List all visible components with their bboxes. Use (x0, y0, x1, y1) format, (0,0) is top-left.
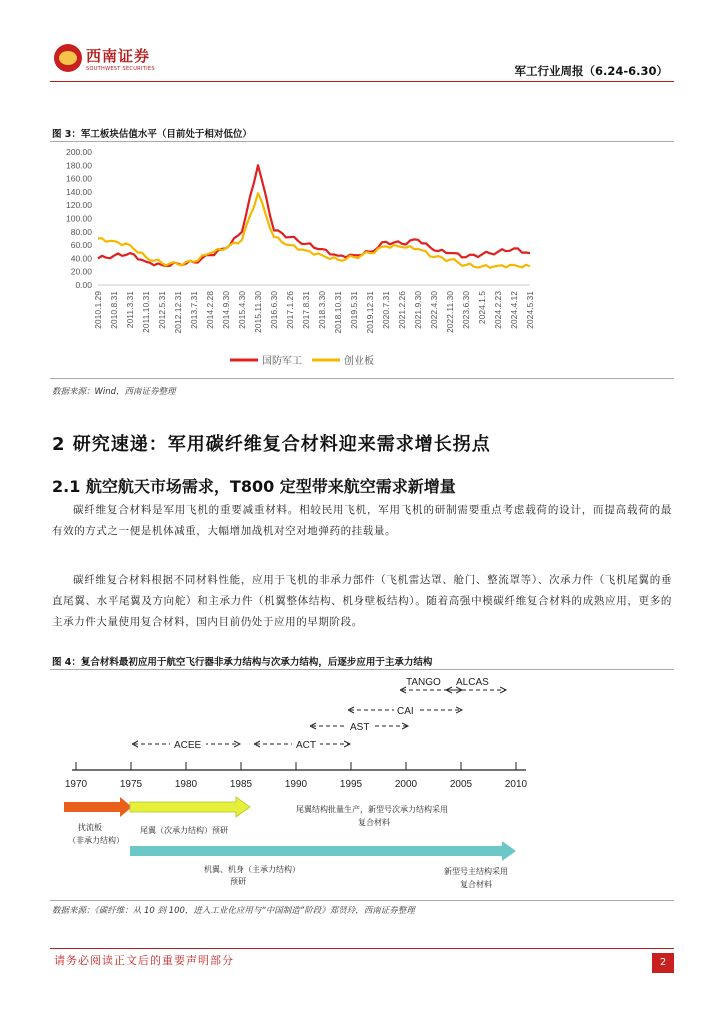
y-tick-label: 40.00 (70, 253, 92, 264)
x-tick-label: 2017.1.26 (285, 291, 295, 329)
x-tick-label: 2021.9.30 (413, 291, 423, 329)
x-tick-label: 2010.8.31 (109, 291, 119, 329)
program-ranges (134, 690, 506, 744)
y-tick-label: 20.00 (70, 266, 92, 277)
x-tick-label: 2017.8.31 (301, 291, 311, 329)
x-tick-label: 2022.4.30 (429, 291, 439, 329)
x-tick-label: 2024.4.12 (509, 291, 519, 329)
x-tick-label: 2018.10.31 (333, 291, 343, 334)
y-tick-label: 120.00 (66, 200, 92, 211)
program-tango: TANGO (406, 677, 441, 688)
x-tick-label: 2016.6.30 (269, 291, 279, 329)
phase3-bar (130, 841, 516, 861)
x-tick-label: 2024.2.23 (493, 291, 503, 329)
program-ast: AST (350, 722, 370, 733)
chart-legend (230, 354, 374, 367)
y-tick-label: 160.00 (66, 173, 92, 184)
year-label: 2005 (449, 779, 473, 790)
figure3-source: 数据来源：Wind，西南证券整理 (52, 387, 176, 397)
year-label: 1990 (284, 779, 308, 790)
logo-subtext: SOUTHWEST SECURITIES (86, 66, 155, 72)
paragraph-2: 碳纤维复合材料根据不同材料性能，应用于飞机的非承力部件（飞机雷达罩、舱门、整流罩等）、次承力件（飞机尾翼的垂直尾翼、水平尾翼及方向舵）和主承力件（机翼整体结构、机身壁板结构）。随着高强中模碳纤维复合材料的成熟应用，更多的主承力件大量使用复合材料，国内目前仍处于应用的早期阶段。 (52, 574, 672, 628)
year-label: 1970 (64, 779, 88, 790)
figure3-caption: 图 3：军工板块估值水平（目前处于相对低位） (52, 129, 252, 140)
x-tick-label: 2024.1.5 (477, 291, 487, 325)
y-tick-label: 100.00 (66, 213, 92, 224)
company-logo-icon (54, 44, 82, 72)
figure4-bottom-rule (50, 900, 674, 901)
valuation-line-chart (50, 142, 674, 378)
report-title: 军工行业周报（6.24-6.30） (514, 64, 668, 78)
program-acee: ACEE (174, 740, 202, 751)
x-tick-label: 2022.11.30 (445, 291, 455, 333)
year-label: 2010 (504, 779, 528, 790)
phase2-bar (130, 797, 250, 817)
y-tick-label: 140.00 (66, 186, 92, 197)
y-tick-label: 200.00 (66, 147, 92, 157)
phase1-sublabel: （非承力结构） (68, 836, 124, 845)
year-label: 1975 (119, 779, 143, 790)
page-number: 2 (652, 953, 674, 973)
phase3-label: 机翼、机身（主承力结构） (204, 865, 300, 874)
x-tick-label: 2013.7.31 (189, 291, 199, 329)
x-tick-label: 2014.9.30 (221, 291, 231, 329)
phase3-sublabel: 预研 (230, 877, 246, 886)
phase1-label: 扰流板 (78, 823, 102, 832)
year-label: 1980 (174, 779, 198, 790)
series-line-0 (98, 165, 530, 266)
tail-production-note: 尾翼结构批量生产，新型号次承力结构采用 (296, 805, 448, 814)
section-heading: 2 研究速递：军用碳纤维复合材料迎来需求增长拐点 (52, 434, 491, 455)
chart-series (98, 165, 530, 267)
x-tick-label: 2019.12.31 (365, 291, 375, 334)
x-tick-label: 2011.3.31 (125, 291, 135, 329)
y-tick-label: 60.00 (70, 240, 92, 251)
x-tick-label: 2015.11.30 (253, 291, 263, 333)
figure4-caption: 图 4：复合材料最初应用于航空飞行器非承力结构与次承力结构，后逐步应用于主承力结构 (52, 657, 433, 668)
y-tick-label: 80.00 (70, 226, 92, 237)
x-tick-label: 2024.5.31 (525, 291, 535, 329)
x-tick-label: 2010.1.29 (93, 291, 103, 329)
phase2-label: 尾翼（次承力结构）预研 (140, 826, 228, 835)
composite-timeline-diagram (50, 670, 674, 900)
x-tick-label: 2014.2.28 (205, 291, 215, 329)
program-alcas: ALCAS (456, 677, 489, 688)
footer-divider (50, 948, 674, 949)
tail-production-note-2: 复合材料 (358, 818, 390, 827)
figure4-source: 数据来源：《碳纤维：从 10 到 100，进入工业化应用与“中国制造”阶段》郑贤玲，西南证券整理 (52, 906, 415, 916)
main-structure-note: 新型号主结构采用 (444, 867, 508, 876)
disclaimer-note: 请务必阅读正文后的重要声明部分 (54, 954, 234, 967)
y-axis (66, 147, 92, 290)
logo-text: 西南证券 (86, 47, 151, 65)
x-tick-label: 2018.3.30 (317, 291, 327, 329)
x-tick-label: 2021.2.26 (397, 291, 407, 329)
header-divider (50, 81, 674, 82)
x-tick-label: 2012.5.31 (157, 291, 167, 329)
x-tick-label: 2023.6.30 (461, 291, 471, 329)
legend-label-chinext: 创业板 (344, 356, 374, 367)
phase1-bar (64, 797, 132, 817)
x-axis (93, 285, 535, 334)
x-tick-label: 2019.5.31 (349, 291, 359, 329)
subsection-heading: 2.1 航空航天市场需求，T800 定型带来航空需求新增量 (52, 477, 456, 496)
x-tick-label: 2012.12.31 (173, 291, 183, 334)
year-label: 1995 (339, 779, 363, 790)
year-label: 1985 (229, 779, 253, 790)
year-label: 2000 (394, 779, 418, 790)
paragraph-1: 碳纤维复合材料是军用飞机的重要减重材料。相较民用飞机，军用飞机的研制需要重点考虑载荷的设计，而提高载荷的最有效的方式之一便是机体减重，大幅增加战机对空对地弹药的挂载量。 (52, 504, 672, 537)
program-act: ACT (296, 740, 316, 751)
y-tick-label: 180.00 (66, 160, 92, 171)
y-tick-label: 0.00 (75, 280, 92, 290)
x-tick-label: 2020.7.31 (381, 291, 391, 329)
legend-label-defense: 国防军工 (262, 356, 302, 367)
program-cai: CAI (397, 706, 414, 717)
timeline-years (65, 762, 528, 790)
main-structure-note-2: 复合材料 (460, 880, 492, 889)
x-tick-label: 2011.10.31 (141, 291, 151, 333)
x-tick-label: 2015.4.30 (237, 291, 247, 329)
figure3-bottom-rule (50, 378, 674, 379)
